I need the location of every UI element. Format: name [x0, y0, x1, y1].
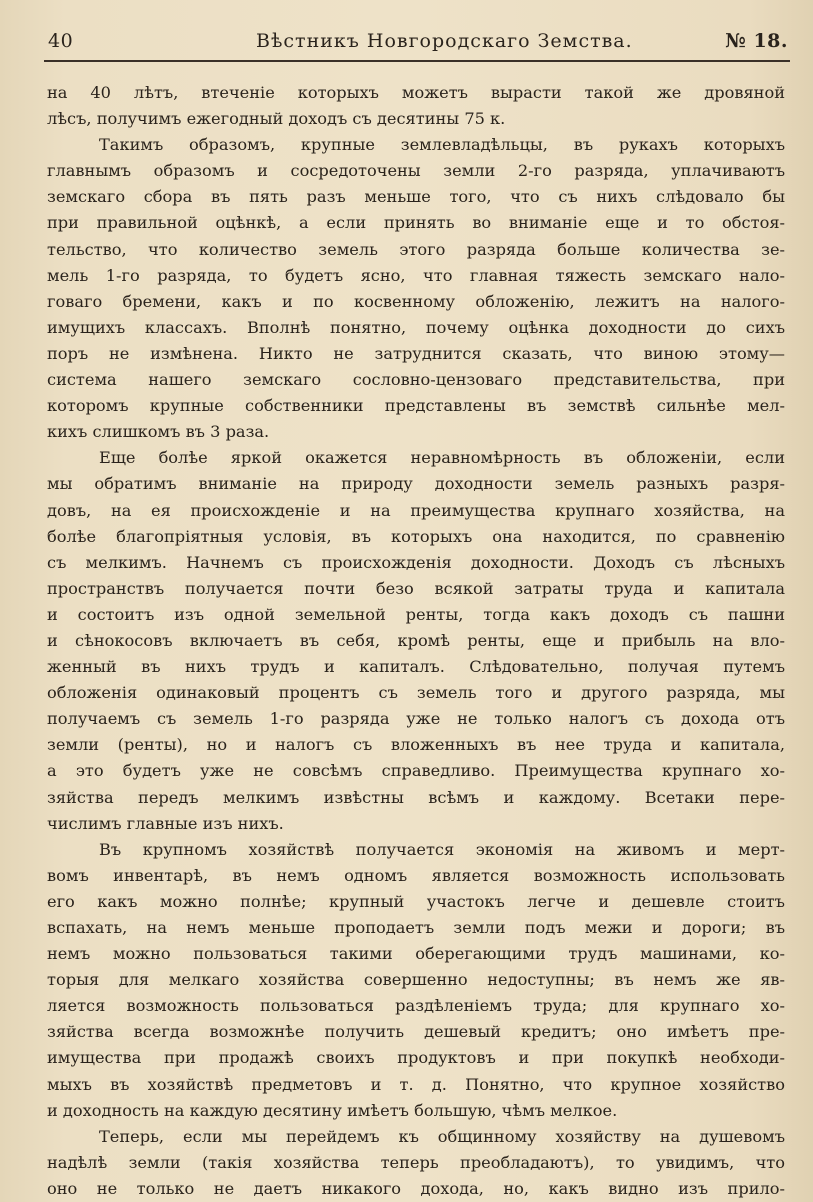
text-line: мель 1-го разряда, то будетъ ясно, что главная тяжесть земскаго нало-: [47, 265, 785, 285]
issue-number: № 18.: [725, 30, 788, 52]
paragraph: [47, 1124, 785, 1202]
text-line: при правильной оцѣнкѣ, а если принять во вниманіе еще и то обстоя-: [47, 213, 785, 233]
text-line: тельство, что количество земель этого разряда больше количества зе-: [47, 239, 785, 259]
text-line: главнымъ образомъ и сосредоточены земли 2-го разряда, уплачиваютъ: [47, 161, 785, 181]
text-line: пространствъ получается почти безо всякой затраты труда и капитала: [47, 578, 785, 598]
text-line: имущихъ классахъ. Вполнѣ понятно, почему оцѣнка доходности до сихъ: [47, 317, 785, 337]
text-line: и сѣнокосовъ включаетъ въ себя, кромѣ ренты, еще и прибыль на вло-: [47, 630, 785, 650]
text-line: надѣлѣ земли (такія хозяйства теперь преобладаютъ), то увидимъ, что: [47, 1152, 785, 1172]
text-line: Въ крупномъ хозяйствѣ получается экономія на живомъ и мерт-: [99, 839, 785, 859]
text-line: немъ можно пользоваться такими оберегающими трудъ машинами, ко-: [47, 944, 785, 964]
text-line: Теперь, если мы перейдемъ къ общинному хозяйству на душевомъ: [99, 1126, 785, 1146]
text-line: вомъ инвентарѣ, въ немъ одномъ является возможность использовать: [47, 865, 785, 885]
text-line: система нашего земскаго сословно-цензоваго представительства, при: [47, 370, 785, 390]
text-line: говаго бремени, какъ и по косвенному обложенію, лежитъ на налого-: [47, 291, 785, 311]
text-line: поръ не измѣнена. Никто не затруднится сказать, что виною этому—: [47, 343, 785, 363]
body-text: [47, 80, 785, 1202]
text-line: Такимъ образомъ, крупные землевладѣльцы, въ рукахъ которыхъ: [99, 135, 785, 155]
text-line: обложенія одинаковый процентъ съ земель того и другого разряда, мы: [47, 683, 785, 703]
paragraph: [47, 837, 785, 1124]
text-line: зяйства всегда возможнѣе получить дешевый кредитъ; оно имѣетъ пре-: [47, 1022, 785, 1042]
text-line: имущества при продажѣ своихъ продуктовъ и при покупкѣ необходи-: [47, 1048, 785, 1068]
text-line: и доходность на каждую десятину имѣетъ большую, чѣмъ мелкое.: [47, 1100, 618, 1120]
text-line: Еще болѣе яркой окажется неравномѣрность въ обложеніи, если: [99, 448, 785, 468]
text-line: земли (ренты), но и налогъ съ вложенныхъ въ нее труда и капитала,: [47, 735, 785, 755]
text-line: мыхъ въ хозяйствѣ предметовъ и т. д. Понятно, что крупное хозяйство: [47, 1074, 785, 1094]
text-line: его какъ можно полнѣе; крупный участокъ легче и дешевле стоитъ: [47, 891, 785, 911]
text-line: довъ, на ея происхожденіе и на преимущества крупнаго хозяйства, на: [47, 500, 785, 520]
text-line: которомъ крупные собственники представлены въ земствѣ сильнѣе мел-: [47, 396, 785, 416]
header-rule: [44, 60, 790, 62]
text-line: числимъ главные изъ нихъ.: [47, 813, 284, 833]
text-line: женный въ нихъ трудъ и капиталъ. Слѣдовательно, получая путемъ: [47, 657, 785, 677]
text-line: съ мелкимъ. Начнемъ съ происхожденія доходности. Доходъ съ лѣсныхъ: [47, 552, 785, 572]
page-number: 40: [48, 30, 74, 52]
text-line: болѣе благопріятныя условія, въ которыхъ она находится, по сравненію: [47, 526, 785, 546]
running-header: [48, 26, 788, 58]
text-line: земскаго сбора въ пять разъ меньше того, что съ нихъ слѣдовало бы: [47, 187, 785, 207]
paragraph: [47, 80, 785, 132]
text-line: вспахать, на немъ меньше проподаетъ земли подъ межи и дороги; въ: [47, 918, 785, 937]
text-line: ляется возможность пользоваться раздѣленіемъ труда; для крупнаго хо-: [47, 996, 785, 1016]
text-line: торыя для мелкаго хозяйства совершенно недоступны; въ немъ же яв-: [47, 970, 785, 990]
text-line: получаемъ съ земель 1-го разряда уже не только налогъ съ дохода отъ: [47, 709, 785, 729]
text-line: и состоитъ изъ одной земельной ренты, тогда какъ доходъ съ пашни: [47, 604, 785, 624]
paragraph: [47, 132, 785, 445]
text-line: лѣсъ, получимъ ежегодный доходъ съ десятины 75 к.: [47, 109, 506, 129]
journal-title: Вѣстникъ Новгородскаго Земства.: [256, 30, 633, 52]
text-line: зяйства передъ мелкимъ извѣстны всѣмъ и каждому. Всетаки пере-: [47, 787, 785, 807]
text-line: оно не только не даетъ никакого дохода, но, какъ видно изъ прило-: [47, 1178, 785, 1198]
text-line: мы обратимъ вниманіе на природу доходности земель разныхъ разря-: [47, 474, 785, 494]
text-line: а это будетъ уже не совсѣмъ справедливо. Преимущества крупнаго хо-: [47, 761, 785, 781]
text-line: кихъ слишкомъ въ 3 раза.: [47, 422, 270, 442]
text-line: на 40 лѣтъ, втеченіе которыхъ можетъ вырасти такой же дровяной: [47, 83, 785, 102]
paragraph: [47, 445, 785, 836]
